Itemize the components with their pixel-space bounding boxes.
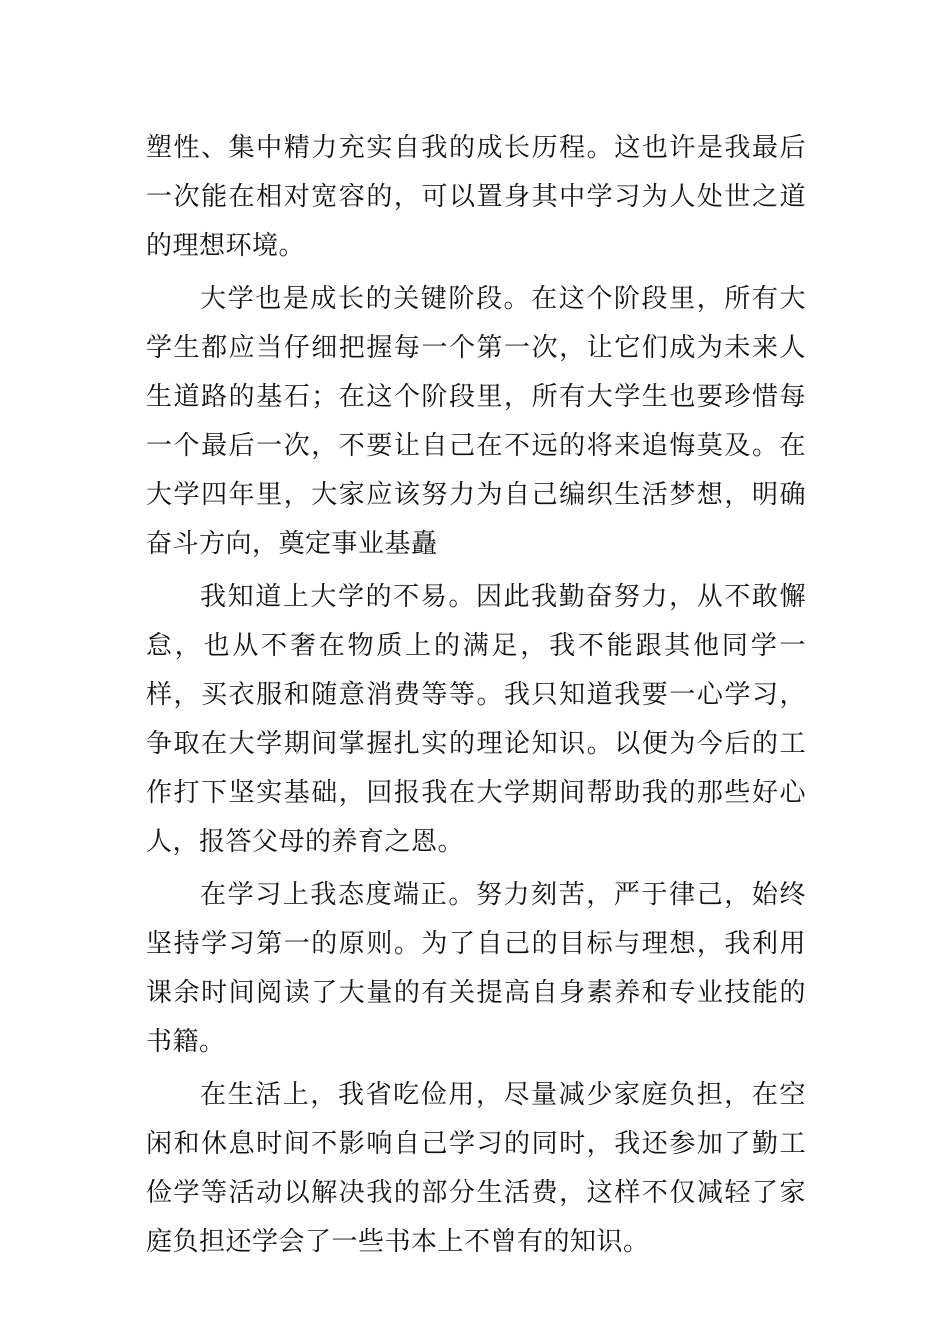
paragraph-hard-work: 我知道上大学的不易。因此我勤奋努力，从不敢懈怠，也从不奢在物质上的满足，我不能跟其他同学一样，买衣服和随意消费等等。我只知道我要一心学习，争取在大学期间掌握扎实的理论知识。以便为今后的工作打下坚实基础，回报我在大学期间帮助我的那些好心人，报答父母的养育之恩。 <box>146 582 806 857</box>
paragraph-daily-life: 在生活上，我省吃俭用，尽量减少家庭负担，在空闲和休息时间不影响自己学习的同时，我还参加了勤工俭学等活动以解决我的部分生活费，这样不仅减轻了家庭负担还学会了一些书本上不曾有的知识。 <box>146 1080 806 1257</box>
paragraph-continuation: 塑性、集中精力充实自我的成长历程。这也许是我最后一次能在相对宽容的，可以置身其中学习为人处世之道的理想环境。 <box>146 133 806 261</box>
paragraph-college-stage: 大学也是成长的关键阶段。在这个阶段里，所有大学生都应当仔细把握每一个第一次，让它们成为未来人生道路的基石；在这个阶段里，所有大学生也要珍惜每一个最后一次，不要让自己在不远的将来追悔莫及。在大学四年里，大家应该努力为自己编织生活梦想，明确奋斗方向，奠定事业基矗 <box>146 284 806 559</box>
document-body <box>146 124 806 1271</box>
paragraph-study-attitude: 在学习上我态度端正。努力刻苦，严于律己，始终坚持学习第一的原则。为了自己的目标与理想，我利用课余时间阅读了大量的有关提高自身素养和专业技能的书籍。 <box>146 880 806 1057</box>
